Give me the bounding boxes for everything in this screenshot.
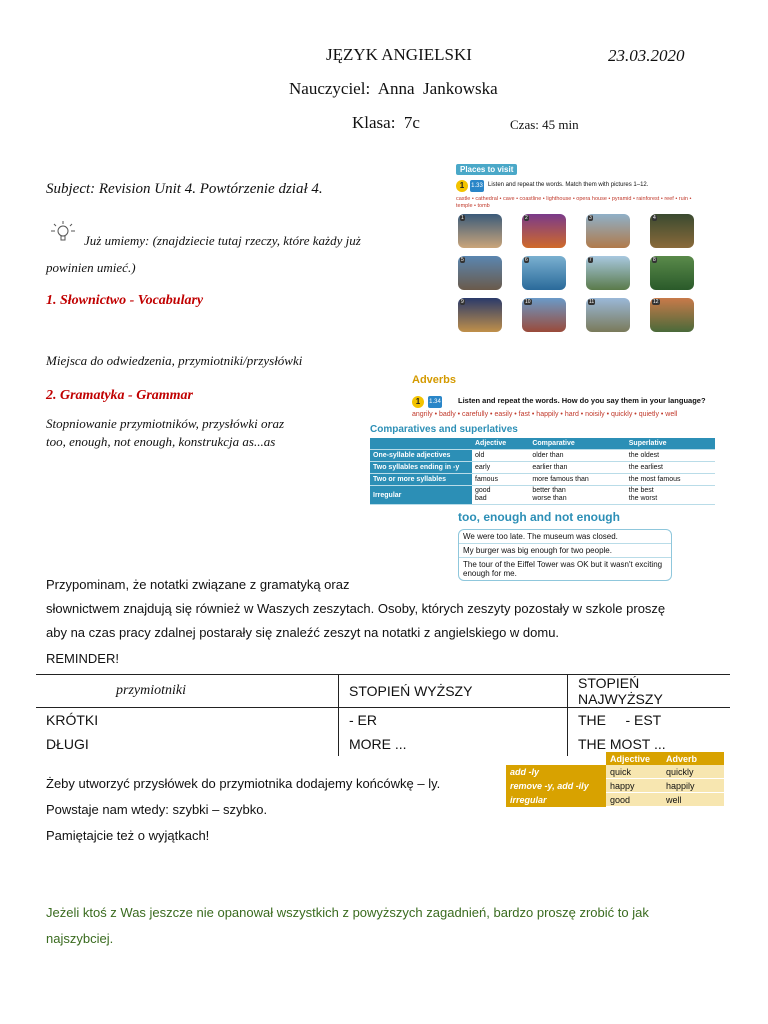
reminder-label: REMINDER! [46, 651, 119, 666]
reminder-table [36, 674, 730, 756]
place-photo: 7 [586, 256, 630, 290]
doc-date: 23.03.2020 [608, 46, 685, 65]
example: The tour of the Eiffel Tower was OK but it wasn't exciting enough for me. [463, 560, 663, 578]
too-enough-examples [458, 529, 672, 581]
table-row: One-syllable adjectives old older than the oldest [370, 450, 715, 462]
table-row: irregular good well [506, 793, 724, 807]
place-photo: 3 [586, 214, 630, 248]
rule-line-2: Powstaje nam wtedy: szybki – szybko. [46, 802, 268, 817]
places-title: Places to visit [456, 164, 517, 175]
example: My burger was big enough for two people. [459, 544, 671, 558]
grammar-heading: 2. Gramatyka - Grammar [46, 388, 193, 403]
notes-line-2: słownictwem znajdują się również w Waszych zeszytach. Osoby, których zeszyty pozostały w szkole proszę [46, 601, 666, 616]
exercise-number: 1 [456, 180, 468, 192]
footer-line-2: najszybciej. [46, 931, 114, 946]
adverbs-words: angrily • badly • carefully • easily • fast • happily • hard • noisily • quickly • quietly • well [412, 411, 678, 418]
table-row: add -ly quick quickly [506, 765, 724, 779]
rule-line-3: Pamiętajcie też o wyjątkach! [46, 828, 210, 843]
place-photo: 12 [650, 298, 694, 332]
table-row: Irregular good bad better than worse than the best the worst [370, 486, 715, 505]
table-row: KRÓTKI - ER THE - EST [36, 708, 730, 733]
too-enough-title: too, enough and not enough [458, 510, 620, 524]
place-photo: 5 [458, 256, 502, 290]
already-line-2: powinien umieć.) [46, 260, 136, 275]
adverbs-title: Adverbs [412, 374, 457, 386]
vocab-desc: Miejsca do odwiedzenia, przymiotniki/przysłówki [46, 353, 303, 368]
grammar-line-1: Stopniowanie przymiotników, przysłówki oraz [46, 416, 285, 431]
comparatives-table [370, 438, 715, 505]
table-row: remove -y, add -ily happy happily [506, 779, 724, 793]
notes-line-3: aby na czas pracy zdalnej postarały się znaleźć zeszyt na notatki z angielskiego w domu. [46, 625, 560, 640]
rule-line-1: Żeby utworzyć przysłówek do przymiotnika dodajemy końcówkę – ly. [46, 776, 441, 791]
place-photo: 10 [522, 298, 566, 332]
grammar-panel [370, 374, 715, 578]
table-header-row: Adjective Adverb [506, 752, 724, 765]
footer-line-1: Jeżeli ktoś z Was jeszcze nie opanował wszystkich z powyższych zagadnień, bardzo proszę zrobić to jak [46, 905, 649, 920]
place-photo: 11 [586, 298, 630, 332]
place-photo: 2 [522, 214, 566, 248]
time-line: Czas: 45 min [510, 117, 579, 132]
already-line-1: Już umiemy: (znajdziecie tutaj rzeczy, które każdy już [84, 233, 361, 248]
table-row: DŁUGI MORE ... THE MOST ... [36, 732, 730, 756]
notes-line-1: Przypominam, że notatki związane z gramatyką oraz [46, 577, 350, 592]
places-to-visit-panel [452, 162, 708, 336]
audio-icon: 1.34 [428, 396, 442, 408]
class-line: Klasa: 7c [352, 113, 420, 132]
places-words: castle • cathedral • cave • coastline • lighthouse • opera house • pyramid • rainforest • reef • ruin • temple • tomb [456, 196, 692, 209]
doc-title: JĘZYK ANGIELSKI [326, 45, 472, 64]
places-instruction: Listen and repeat the words. Match them with pictures 1–12. [488, 182, 649, 188]
audio-icon: 1.33 [470, 180, 484, 192]
teacher-line: Nauczyciel: Anna Jankowska [289, 79, 498, 98]
lightbulb-icon [50, 220, 76, 249]
table-row: Two syllables ending in -y early earlier than the earliest [370, 462, 715, 474]
vocab-heading: 1. Słownictwo - Vocabulary [46, 293, 204, 308]
subject-line: Subject: Revision Unit 4. Powtórzenie dział 4. [46, 181, 323, 197]
exercise-number: 1 [412, 396, 424, 408]
table-row: Two or more syllables famous more famous than the most famous [370, 474, 715, 486]
place-photo: 9 [458, 298, 502, 332]
adverbs-instruction: Listen and repeat the words. How do you say them in your language? [458, 396, 706, 405]
place-photo: 8 [650, 256, 694, 290]
place-photo: 1 [458, 214, 502, 248]
table-header-row: przymiotniki STOPIEŃ WYŻSZY STOPIEŃ NAJWYŻSZY [36, 675, 730, 708]
table-header-row: Adjective Comparative Superlative [370, 438, 715, 450]
place-photo: 6 [522, 256, 566, 290]
place-photo: 4 [650, 214, 694, 248]
example: We were too late. The museum was closed. [459, 530, 671, 544]
comparatives-title: Comparatives and superlatives [370, 424, 518, 435]
adverb-table [506, 752, 724, 807]
grammar-line-2: too, enough, not enough, konstrukcja as...as [46, 434, 276, 449]
